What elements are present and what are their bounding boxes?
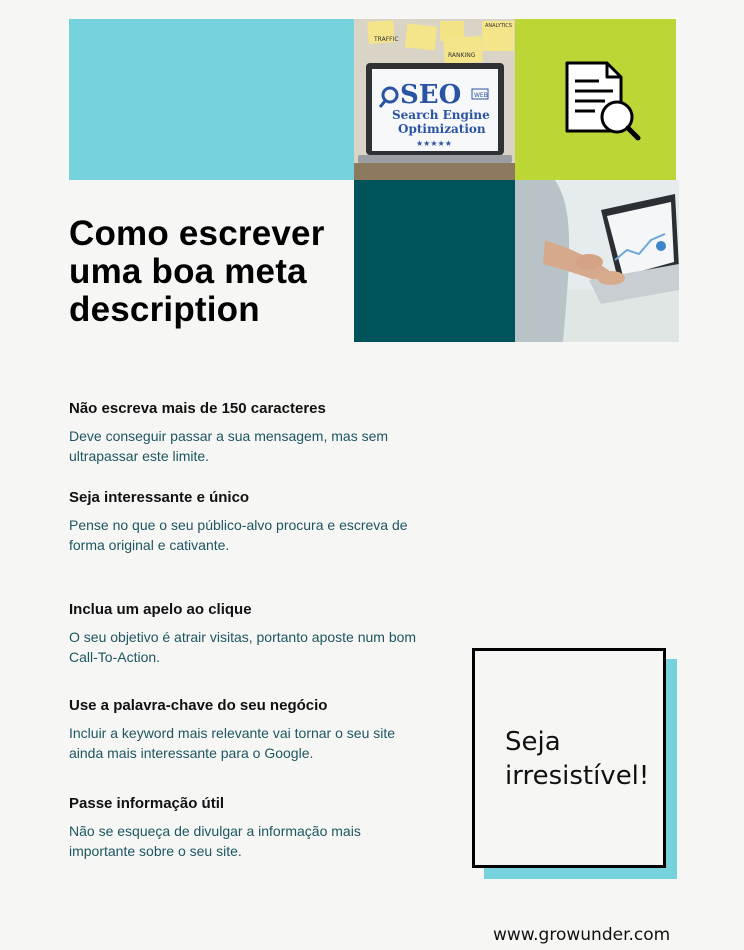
tip-heading: Seja interessante e único	[69, 489, 250, 506]
footer-website-url: www.growunder.com	[493, 925, 671, 945]
sticky-note-ranking: RANKING	[448, 52, 476, 59]
tip-heading: Use a palavra-chave do seu negócio	[69, 697, 328, 714]
teal-color-block	[354, 180, 515, 342]
tip-item	[69, 399, 429, 466]
callout-box	[472, 648, 666, 868]
screen-seo-heading: SEO	[400, 80, 462, 110]
seo-laptop-illustration	[354, 19, 515, 180]
screen-web-badge: WEB	[474, 92, 488, 99]
tip-body: Pense no que o seu público-alvo procura e escreva de forma original e cativante.	[69, 517, 408, 553]
screen-stars: ★★★★★	[416, 139, 452, 148]
cyan-color-block	[69, 19, 354, 180]
page-title: Como escrever uma boa meta description	[69, 214, 325, 329]
screen-line-2: Optimization	[398, 122, 486, 136]
document-search-icon	[515, 19, 676, 180]
callout-text	[505, 725, 649, 793]
tip-heading: Passe informação útil	[69, 795, 225, 812]
tip-item	[69, 600, 429, 667]
sticky-note-traffic: TRAFFIC	[374, 36, 399, 43]
tip-body: Não se esqueça de divulgar a informação mais importante sobre o seu site.	[69, 823, 361, 859]
callout-line-1: Seja	[505, 727, 561, 757]
seo-laptop-photo	[354, 19, 515, 180]
sticky-note-analytics: ANALYTICS	[485, 23, 512, 29]
tip-body: Deve conseguir passar a sua mensagem, mas sem ultrapassar este limite.	[69, 428, 389, 464]
tip-body: O seu objetivo é atrair visitas, portanto aposte num bom Call-To-Action.	[69, 629, 417, 665]
person-laptop-photo	[515, 180, 679, 342]
tip-body: Incluir a keyword mais relevante vai tornar o seu site ainda mais interessante para o Google.	[69, 725, 396, 761]
lime-color-block	[515, 19, 676, 180]
tip-heading: Não escreva mais de 150 caracteres	[69, 400, 326, 417]
callout-line-2: irresistível!	[505, 761, 650, 791]
tip-item	[69, 696, 429, 763]
tip-item	[69, 794, 429, 861]
screen-line-1: Search Engine	[392, 108, 490, 122]
tip-heading: Inclua um apelo ao clique	[69, 601, 252, 618]
tip-item	[69, 488, 429, 555]
person-laptop-illustration	[515, 180, 679, 342]
